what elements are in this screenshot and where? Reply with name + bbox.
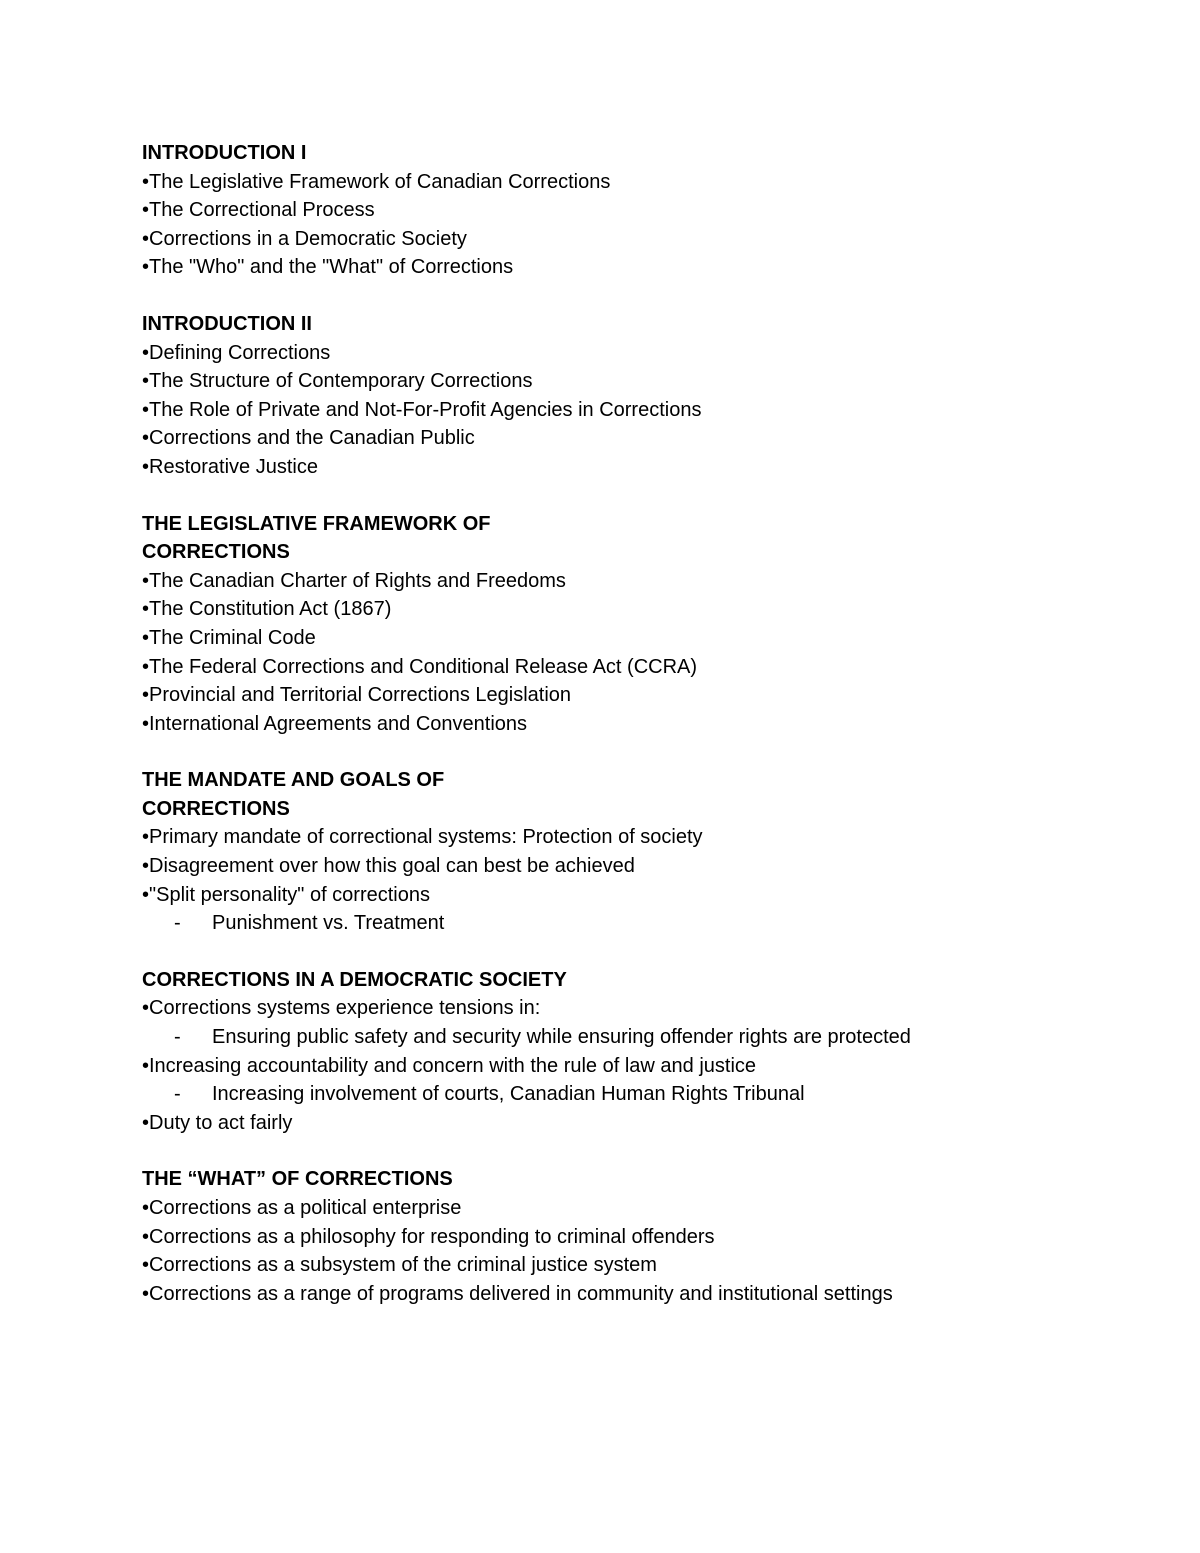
- list-item: •The "Who" and the "What" of Corrections: [142, 256, 514, 279]
- list-item: •Provincial and Territorial Corrections Legislation: [142, 684, 572, 707]
- dash-marker: -: [174, 1026, 181, 1049]
- sub-list-item: [142, 1023, 1142, 1052]
- section: [142, 510, 1142, 739]
- list-item: •Restorative Justice: [142, 455, 318, 478]
- list-item: •"Split personality" of corrections: [142, 883, 430, 906]
- document-page: [142, 139, 1142, 1336]
- list-item: •The Correctional Process: [142, 199, 375, 222]
- sub-list-item: [142, 1080, 1142, 1109]
- dash-marker: -: [174, 912, 181, 935]
- list-item: •International Agreements and Conventions: [142, 712, 528, 735]
- section-heading: INTRODUCTION II: [142, 312, 312, 335]
- list-item: •Corrections as a philosophy for responding to criminal offenders: [142, 1225, 715, 1248]
- list-item: •The Structure of Contemporary Corrections: [142, 370, 533, 393]
- list-item: •Increasing accountability and concern with the rule of law and justice: [142, 1054, 757, 1077]
- list-item: •Disagreement over how this goal can best be achieved: [142, 855, 635, 878]
- list-item: •Corrections systems experience tensions in:: [142, 997, 541, 1020]
- section: [142, 139, 1142, 282]
- section: [142, 1165, 1142, 1308]
- section: [142, 966, 1142, 1138]
- list-item: •Corrections in a Democratic Society: [142, 227, 467, 250]
- list-item: •The Role of Private and Not-For-Profit Agencies in Corrections: [142, 398, 702, 421]
- list-item: •The Criminal Code: [142, 626, 316, 649]
- list-item: •Primary mandate of correctional systems: Protection of society: [142, 826, 703, 849]
- section-heading: CORRECTIONS IN A DEMOCRATIC SOCIETY: [142, 968, 567, 991]
- list-item: •Duty to act fairly: [142, 1111, 293, 1134]
- sub-list-item-text: Ensuring public safety and security while ensuring offender rights are protected: [212, 1026, 911, 1049]
- section: [142, 310, 1142, 482]
- list-item: •The Legislative Framework of Canadian Corrections: [142, 170, 611, 193]
- list-item: •Corrections and the Canadian Public: [142, 427, 475, 450]
- section-heading: CORRECTIONS: [142, 797, 290, 820]
- dash-marker: -: [174, 1083, 181, 1106]
- sub-list-item-text: Punishment vs. Treatment: [212, 912, 445, 935]
- section-heading: THE “WHAT” OF CORRECTIONS: [142, 1168, 453, 1191]
- section-heading: CORRECTIONS: [142, 541, 290, 564]
- section: [142, 766, 1142, 938]
- list-item: •Corrections as a political enterprise: [142, 1197, 462, 1219]
- list-item: •The Canadian Charter of Rights and Freedoms: [142, 569, 566, 592]
- list-item: •Corrections as a range of programs delivered in community and institutional settings: [142, 1282, 893, 1305]
- section-heading: THE MANDATE AND GOALS OF: [142, 769, 445, 792]
- list-item: •Corrections as a subsystem of the criminal justice system: [142, 1254, 657, 1277]
- section-heading: INTRODUCTION I: [142, 142, 307, 164]
- sub-list-item-text: Increasing involvement of courts, Canadian Human Rights Tribunal: [212, 1083, 805, 1106]
- section-heading: THE LEGISLATIVE FRAMEWORK OF: [142, 512, 491, 535]
- list-item: •The Federal Corrections and Conditional Release Act (CCRA): [142, 655, 698, 678]
- list-item: •Defining Corrections: [142, 341, 331, 364]
- sub-list-item: [142, 909, 1142, 938]
- list-item: •The Constitution Act (1867): [142, 598, 392, 621]
